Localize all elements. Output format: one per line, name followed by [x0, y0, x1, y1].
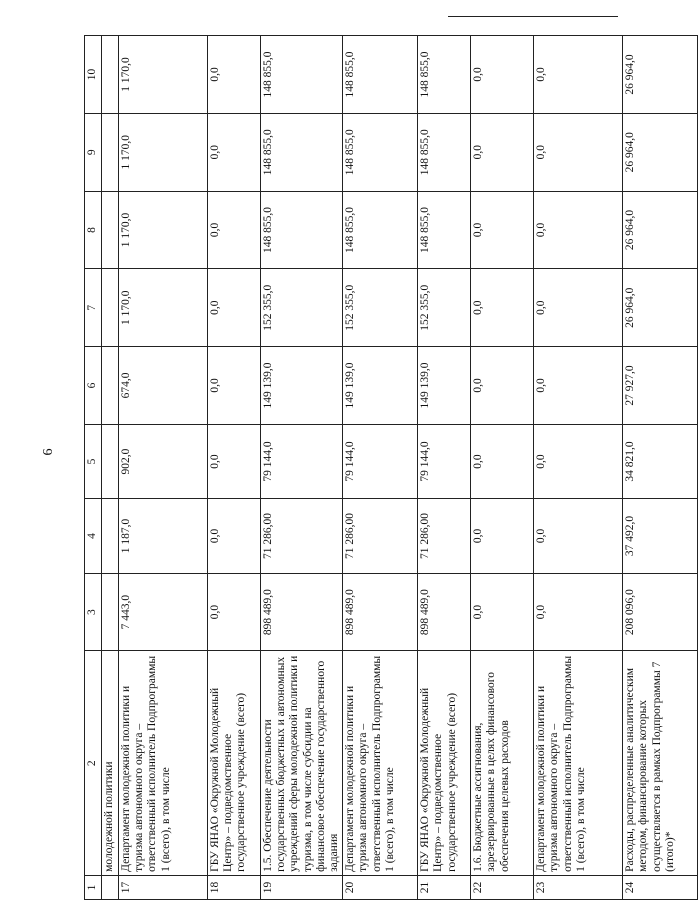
table-cell	[102, 36, 119, 114]
table-row	[471, 36, 534, 900]
value-cell: 1 170,0	[119, 113, 208, 191]
col-header: 9	[85, 113, 102, 191]
row-name: ГБУ ЯНАО «Окружной Молодежный Центр» – подведомственное государственное учреждение (всего)	[208, 651, 261, 875]
table-row	[261, 36, 343, 900]
value-cell: 26 964,0	[623, 269, 698, 347]
table-row	[534, 36, 623, 900]
row-number: 20	[343, 875, 418, 899]
value-cell: 37 492,0	[623, 499, 698, 573]
value-cell: 0,0	[534, 269, 623, 347]
row-number: 19	[261, 875, 343, 899]
table-cell	[102, 347, 119, 425]
budget-table	[84, 35, 698, 900]
value-cell: 148 855,0	[418, 36, 471, 114]
value-cell: 149 139,0	[343, 347, 418, 425]
table-cell	[102, 875, 119, 899]
value-cell: 148 855,0	[418, 191, 471, 269]
value-cell: 148 855,0	[261, 113, 343, 191]
table-row	[343, 36, 418, 900]
value-cell: 1 170,0	[119, 191, 208, 269]
value-cell: 79 144,0	[418, 424, 471, 498]
row-number: 17	[119, 875, 208, 899]
value-cell: 148 855,0	[343, 36, 418, 114]
value-cell: 0,0	[208, 347, 261, 425]
table-cell	[102, 424, 119, 498]
value-cell: 0,0	[208, 191, 261, 269]
table-row	[119, 36, 208, 900]
table-cell	[102, 113, 119, 191]
value-cell: 26 964,0	[623, 113, 698, 191]
value-cell: 0,0	[534, 573, 623, 651]
value-cell: 0,0	[208, 113, 261, 191]
table-row	[208, 36, 261, 900]
value-cell: 148 855,0	[418, 113, 471, 191]
value-cell: 1 170,0	[119, 269, 208, 347]
col-header: 10	[85, 36, 102, 114]
header-row	[85, 36, 102, 900]
value-cell: 0,0	[471, 269, 534, 347]
continuation-text: молодежной политики	[102, 651, 119, 875]
value-cell: 0,0	[534, 499, 623, 573]
value-cell: 0,0	[534, 191, 623, 269]
value-cell: 898 489,0	[418, 573, 471, 651]
value-cell: 149 139,0	[418, 347, 471, 425]
value-cell: 152 355,0	[418, 269, 471, 347]
value-cell: 674,0	[119, 347, 208, 425]
value-cell: 0,0	[471, 573, 534, 651]
value-cell: 0,0	[534, 113, 623, 191]
continuation-row	[102, 36, 119, 900]
value-cell: 0,0	[208, 573, 261, 651]
value-cell: 0,0	[471, 424, 534, 498]
col-header: 8	[85, 191, 102, 269]
value-cell: 149 139,0	[261, 347, 343, 425]
value-cell: 71 286,00	[343, 499, 418, 573]
row-name: Департамент молодежной политики и туризма автономного округа – ответственный исполнитель Подпрограммы 1 (всего), в том числе	[343, 651, 418, 875]
value-cell: 7 443,0	[119, 573, 208, 651]
row-name: 1.5. Обеспечение деятельности государственных бюджетных и автономных учреждений сферы молодежной политики и туризма, в том числе субсидии на финансовое обеспечение государственного задания	[261, 651, 343, 875]
row-name: Департамент молодежной политики и туризма автономного округа – ответственный исполнитель Подпрограммы 1 (всего), в том числе	[119, 651, 208, 875]
value-cell: 0,0	[471, 36, 534, 114]
value-cell: 152 355,0	[343, 269, 418, 347]
value-cell: 0,0	[471, 347, 534, 425]
value-cell: 0,0	[208, 36, 261, 114]
value-cell: 79 144,0	[261, 424, 343, 498]
value-cell: 0,0	[208, 424, 261, 498]
col-header: 3	[85, 573, 102, 651]
value-cell: 71 286,00	[261, 499, 343, 573]
table-container	[84, 35, 676, 900]
value-cell: 898 489,0	[343, 573, 418, 651]
value-cell: 27 927,0	[623, 347, 698, 425]
value-cell: 0,0	[471, 499, 534, 573]
value-cell: 0,0	[471, 191, 534, 269]
col-header: 6	[85, 347, 102, 425]
value-cell: 148 855,0	[261, 36, 343, 114]
row-number: 24	[623, 875, 698, 899]
row-number: 23	[534, 875, 623, 899]
value-cell: 902,0	[119, 424, 208, 498]
col-header: 4	[85, 499, 102, 573]
row-number: 21	[418, 875, 471, 899]
value-cell: 1 187,0	[119, 499, 208, 573]
value-cell: 34 821,0	[623, 424, 698, 498]
col-header: 2	[85, 651, 102, 875]
page-number: 6	[41, 448, 56, 456]
value-cell: 79 144,0	[343, 424, 418, 498]
value-cell: 148 855,0	[343, 191, 418, 269]
value-cell: 148 855,0	[261, 191, 343, 269]
table-cell	[102, 191, 119, 269]
value-cell: 0,0	[471, 113, 534, 191]
row-name: ГБУ ЯНАО «Окружной Молодежный Центр» – подведомственное государственное учреждение (всего)	[418, 651, 471, 875]
value-cell: 71 286,00	[418, 499, 471, 573]
rotated-sheet	[84, 35, 676, 900]
value-cell: 0,0	[534, 424, 623, 498]
value-cell: 26 964,0	[623, 36, 698, 114]
top-rule	[448, 16, 618, 17]
table-cell	[102, 499, 119, 573]
value-cell: 0,0	[534, 36, 623, 114]
row-number: 18	[208, 875, 261, 899]
col-header: 7	[85, 269, 102, 347]
value-cell: 0,0	[208, 499, 261, 573]
row-name: 1.6. Бюджетные ассигнования, зарезервированные в целях финансового обеспечения целевых расходов	[471, 651, 534, 875]
row-name: Департамент молодежной политики и туризма автономного округа – ответственный исполнитель Подпрограммы 1 (всего), в том числе	[534, 651, 623, 875]
value-cell: 0,0	[534, 347, 623, 425]
table-cell	[102, 573, 119, 651]
col-header: 1	[85, 875, 102, 899]
row-number: 22	[471, 875, 534, 899]
value-cell: 208 096,0	[623, 573, 698, 651]
row-name: Расходы, распределенные аналитическим методом, финансирование которых осуществляется в рамках Подпрограммы 7 (итого)*	[623, 651, 698, 875]
value-cell: 152 355,0	[261, 269, 343, 347]
table-row	[418, 36, 471, 900]
value-cell: 1 170,0	[119, 36, 208, 114]
value-cell: 0,0	[208, 269, 261, 347]
value-cell: 26 964,0	[623, 191, 698, 269]
table-cell	[102, 269, 119, 347]
table-row	[623, 36, 698, 900]
value-cell: 898 489,0	[261, 573, 343, 651]
col-header: 5	[85, 424, 102, 498]
value-cell: 148 855,0	[343, 113, 418, 191]
